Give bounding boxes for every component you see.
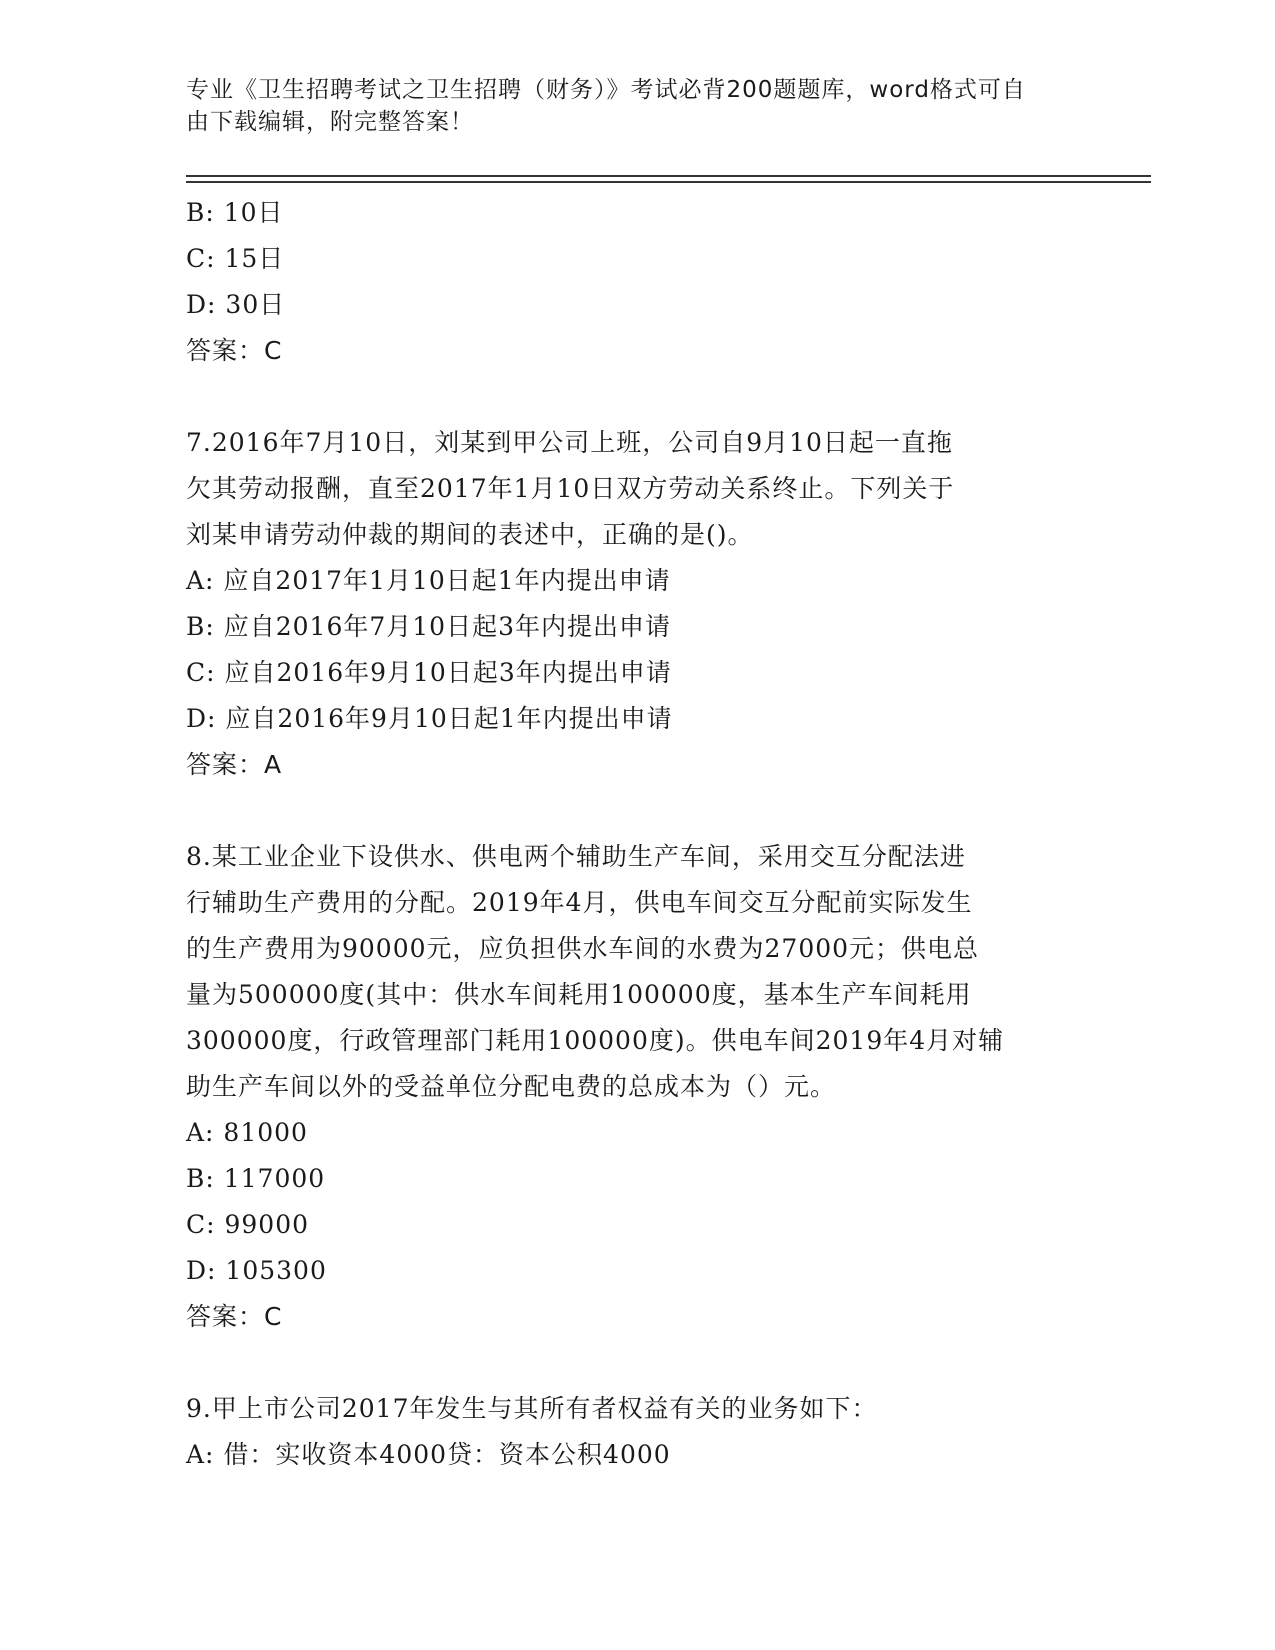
- header-line-2: 由下载编辑，附完整答案！: [186, 109, 474, 135]
- option-a: A: 应自2017年1月10日起1年内提出申请: [186, 566, 671, 595]
- option-a: A: 借：实收资本4000贷：资本公积4000: [186, 1440, 671, 1469]
- question-text-line: 300000度，行政管理部门耗用100000度)。供电车间2019年4月对辅: [186, 1026, 1005, 1055]
- answer-line: 答案：C: [186, 336, 283, 365]
- question-list: [186, 190, 1086, 1478]
- header-divider-bottom: [186, 181, 1151, 183]
- question-text-line: 8.某工业企业下设供水、供电两个辅助生产车间，采用交互分配法进: [186, 842, 966, 871]
- spacer: [186, 1340, 1086, 1386]
- question-text-line: 行辅助生产费用的分配。2019年4月，供电车间交互分配前实际发生: [186, 888, 973, 917]
- spacer: [186, 788, 1086, 834]
- question-text-line: 的生产费用为90000元，应负担供水车间的水费为27000元；供电总: [186, 934, 980, 963]
- answer-line: 答案：A: [186, 750, 283, 779]
- option-b: B: 117000: [186, 1164, 326, 1193]
- question-8: [186, 834, 1086, 1340]
- spacer: [186, 374, 1086, 420]
- question-text-line: 欠其劳动报酬，直至2017年1月10日双方劳动关系终止。下列关于: [186, 474, 955, 503]
- option-d: D: 应自2016年9月10日起1年内提出申请: [186, 704, 673, 733]
- question-text-line: 9.甲上市公司2017年发生与其所有者权益有关的业务如下：: [186, 1394, 878, 1423]
- header-line-1: 专业《卫生招聘考试之卫生招聘（财务）》考试必背200题题库，word格式可自: [186, 77, 1026, 103]
- question-text-line: 7.2016年7月10日，刘某到甲公司上班，公司自9月10日起一直拖: [186, 428, 953, 457]
- option-d: D: 30日: [186, 290, 286, 319]
- option-c: C: 15日: [186, 244, 285, 273]
- option-c: C: 应自2016年9月10日起3年内提出申请: [186, 658, 672, 687]
- option-b: B: 应自2016年7月10日起3年内提出申请: [186, 612, 671, 641]
- question-text-line: 助生产车间以外的受益单位分配电费的总成本为（）元。: [186, 1072, 837, 1101]
- answer-line: 答案：C: [186, 1302, 283, 1331]
- option-a: A: 81000: [186, 1118, 308, 1147]
- question-text-line: 量为500000度(其中：供水车间耗用100000度，基本生产车间耗用: [186, 980, 972, 1009]
- question-9: [186, 1386, 1086, 1478]
- option-b: B: 10日: [186, 198, 284, 227]
- header-divider-top: [186, 175, 1151, 177]
- option-d: D: 105300: [186, 1256, 327, 1285]
- question-7: [186, 420, 1086, 788]
- question-6-tail: [186, 190, 1086, 374]
- document-header: [186, 74, 1086, 138]
- question-text-line: 刘某申请劳动仲裁的期间的表述中，正确的是()。: [186, 520, 754, 549]
- option-c: C: 99000: [186, 1210, 310, 1239]
